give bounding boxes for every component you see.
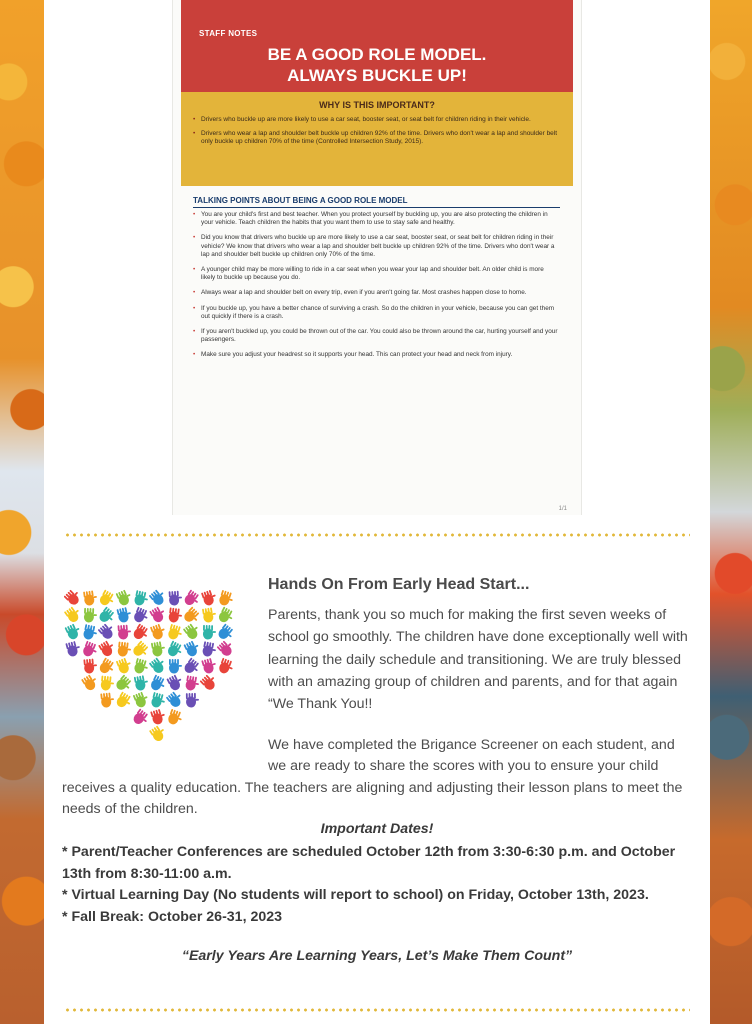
hand-print [201, 589, 218, 607]
hand-print [203, 625, 216, 640]
hand-print [167, 624, 184, 642]
hand-print [168, 607, 183, 623]
talking-point: • Did you know that drivers who buckle up are more likely to use a car seat, booster seat, or seat belt for children riding in their vehicle? We know that drivers who wear a lap and shoulder belt buckle up children 92% of the time. Drivers who don't wear a lap and shoulder belt buckle up children only 70% of the time. [193, 234, 559, 259]
flyer-title-line2: ALWAYS BUCKLE UP! [287, 66, 467, 85]
hand-print [118, 624, 132, 639]
hand-print [83, 624, 99, 641]
hand-print [116, 606, 132, 623]
hand-print [83, 590, 98, 606]
important-dates-heading: Important Dates! [320, 821, 434, 837]
hand-print [64, 587, 83, 606]
hand-print [183, 639, 201, 658]
hand-print [98, 621, 117, 640]
autumn-background-right [710, 0, 752, 1024]
hand-print [183, 622, 202, 641]
hand-print [169, 659, 182, 674]
hand-print [166, 690, 185, 709]
hand-print [150, 708, 167, 726]
talking-points-list [193, 211, 559, 367]
newsletter-panel [44, 0, 710, 1024]
date-item: * Parent/Teacher Conferences are scheduled October 12th from 3:30-6:30 p.m. and October 13th from 8:30-11:00 a.m. [62, 844, 676, 882]
hand-print [115, 691, 134, 710]
motto: “Early Years Are Learning Years, Let’s Make Them Count” [181, 948, 573, 964]
hand-print [98, 639, 117, 658]
date-item: * Fall Break: October 26-31, 2023 [62, 908, 283, 925]
why-important-heading: WHY IS THIS IMPORTANT? [319, 100, 435, 110]
talking-point: • If you aren't buckled up, you could be thrown out of the car. You could also be thrown around the car, hurting yourself and your passengers. [193, 328, 559, 344]
hand-print [149, 675, 167, 694]
hand-print [81, 673, 100, 692]
hand-print [167, 709, 184, 727]
article-title: Hands On From Early Head Start... [268, 576, 530, 593]
talking-point: • Always wear a lap and shoulder belt on every trip, even if you aren't going far. Most crashes happen close to home. [193, 289, 559, 297]
hand-print [149, 587, 168, 606]
hand-print [132, 623, 151, 642]
hand-print [182, 606, 201, 625]
hand-print [149, 656, 168, 675]
intro-paragraph: Parents, thank you so much for making the first seven weeks of school go smoothly. The children have done exceptionally well with learning the daily schedule and transitioning. We are truly blessed with an amazing group of children and parents, and for that again “We Thank You!! [268, 607, 688, 713]
screener-paragraph-rest: receives a quality education. The teachers are aligning and adjusting their lesson plans to meet the needs of the children. [62, 779, 683, 817]
buckle-up-flyer [172, 0, 582, 515]
hand-print [83, 658, 97, 674]
hand-print [132, 708, 151, 727]
talking-point: • You are your child's first and best teacher. When you protect yourself by buckling up, you are also protecting the children in your vehicle. Teach children the habits that you want them to use to stay safe and healthy. [193, 211, 559, 227]
why-important-list [193, 116, 563, 152]
screener-paragraph-indented: We have completed the Brigance Screener on each student, and we are ready to share the scores with you to ensure your child [268, 737, 675, 775]
hand-print [166, 640, 184, 659]
hand-print [151, 641, 166, 658]
hand-print [218, 658, 235, 676]
hand-print [186, 693, 199, 708]
hand-print [202, 607, 217, 623]
important-dates-list [62, 842, 692, 928]
flyer-title [181, 44, 573, 86]
hand-print [185, 675, 200, 692]
dotted-divider-bottom [64, 1008, 690, 1012]
flyer-header [181, 0, 573, 92]
hand-print [202, 641, 218, 658]
date-item: * Virtual Learning Day (No students will report to school) on Friday, October 13th, 2023. [62, 887, 649, 903]
talking-point: • A younger child may be more willing to ride in a car seat when you wear your lap and shoulder belt. An older child is more likely to buckle up because you do. [193, 266, 559, 282]
talking-point: • If you buckle up, you have a better chance of surviving a crash. So do the children in your vehicle, because you can get them out quickly if there is a crash. [193, 305, 559, 321]
hand-print [183, 589, 202, 608]
hand-print [133, 658, 149, 676]
hand-print [149, 605, 168, 624]
hand-print [200, 672, 219, 691]
hand-print [97, 606, 116, 625]
hand-print [98, 589, 116, 608]
hand-print [150, 623, 167, 641]
hand-print [114, 674, 133, 693]
hand-print [132, 607, 150, 625]
flyer-page-number: 1/1 [558, 506, 567, 512]
hand-print [82, 641, 99, 659]
hand-print [65, 622, 83, 641]
hand-print [216, 623, 235, 642]
flyer-title-line1: BE A GOOD ROLE MODEL. [267, 45, 487, 64]
why-important-box [181, 92, 573, 186]
hand-print [218, 590, 235, 608]
hands-heart-icon [64, 586, 244, 756]
hand-print [65, 640, 81, 657]
hand-print [100, 676, 114, 692]
hand-print [133, 691, 150, 709]
why-point: • Drivers who buckle up are more likely to use a car seat, booster seat, or seat belt for children riding in their vehicle. [193, 116, 563, 125]
why-point: • Drivers who wear a lap and shoulder belt buckle up children 92% of the time. Drivers who don't wear a lap and shoulder belt only buckle up children 70% of the time (Controlled Intersection Study, 2015). [193, 130, 563, 147]
hand-print [133, 590, 149, 607]
hand-print [116, 588, 134, 607]
hand-print [84, 608, 97, 623]
hand-print [117, 642, 131, 658]
hand-print [169, 591, 183, 606]
autumn-background-left [0, 0, 44, 1024]
screener-paragraph [62, 735, 694, 820]
hand-print [100, 692, 114, 708]
hand-print [116, 657, 133, 675]
hand-print [166, 673, 184, 692]
hand-print [217, 606, 235, 625]
dotted-divider-top [64, 533, 690, 537]
talking-point: • Make sure you adjust your headrest so it supports your head. This can protect your head and neck from injury. [193, 351, 559, 359]
hand-print [182, 657, 201, 676]
hand-print [217, 638, 236, 657]
hand-print [134, 675, 150, 692]
hand-print [201, 657, 217, 675]
hand-print [150, 692, 166, 709]
hand-print [98, 657, 117, 676]
talking-points-heading: TALKING POINTS ABOUT BEING A GOOD ROLE MODEL [193, 196, 560, 208]
hand-print [64, 605, 83, 624]
staff-notes-label: STAFF NOTES [199, 29, 258, 38]
hand-print [131, 640, 150, 659]
